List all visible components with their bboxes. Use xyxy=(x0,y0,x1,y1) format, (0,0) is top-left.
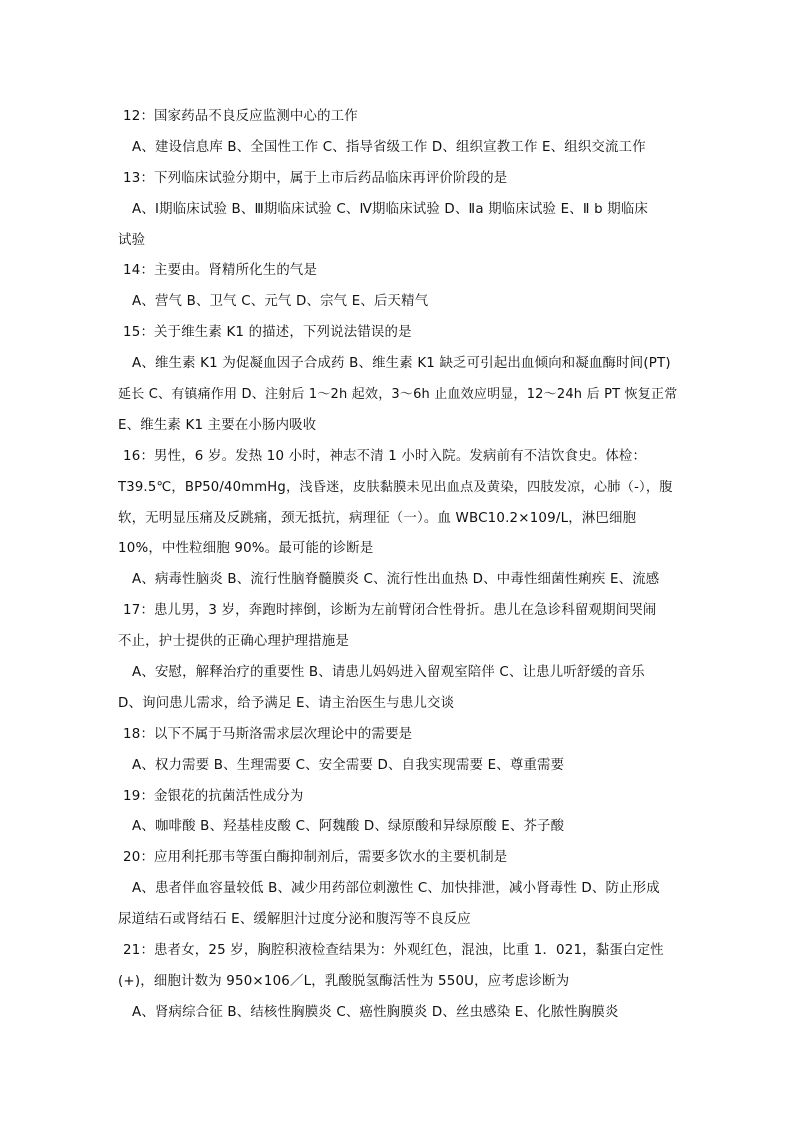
question-12-stem: 12：国家药品不良反应监测中心的工作 xyxy=(123,109,358,124)
question-18-options: A、权力需要 B、生理需要 C、安全需要 D、自我实现需要 E、尊重需要 xyxy=(132,757,565,773)
question-13-options-cont: 试验 xyxy=(118,232,146,248)
question-16-stem: 16：男性，6 岁。发热 10 小时，神志不清 1 小时入院。发病前有不洁饮食史。体检： xyxy=(123,448,647,464)
question-16-stem-cont: 软，无明显压痛及反跳痛，颈无抵抗，病理征（一）。血 WBC10.2×109/L，淋巴细胞 xyxy=(118,510,637,526)
question-15-options-cont: E、维生素 K1 主要在小肠内吸收 xyxy=(118,417,317,433)
question-13-options: A、Ⅰ期临床试验 B、Ⅲ期临床试验 C、Ⅳ期临床试验 D、Ⅱa 期临床试验 E、Ⅱ b 期临床 xyxy=(132,201,649,217)
question-18-stem: 18：以下不属于马斯洛需求层次理论中的需要是 xyxy=(123,726,413,742)
question-16-options: A、病毒性脑炎 B、流行性脑脊髓膜炎 C、流行性出血热 D、中毒性细菌性痢疾 E、流感 xyxy=(132,572,660,588)
question-17-options-cont: D、询问患儿需求，给予满足 E、请主治医生与患儿交谈 xyxy=(118,695,455,711)
question-15-stem: 15：关于维生素 K1 的描述，下列说法错误的是 xyxy=(123,325,412,341)
question-13-stem: 13：下列临床试验分期中，属于上市后药品临床再评价阶段的是 xyxy=(123,170,508,186)
question-text-block xyxy=(118,102,678,1029)
question-15-options: A、维生素 K1 为促凝血因子合成药 B、维生素 K1 缺乏可引起出血倾向和凝血酶时间(PT) xyxy=(132,356,671,372)
question-14-stem: 14：主要由。肾精所化生的气是 xyxy=(123,263,318,279)
question-16-stem-cont: T39.5℃，BP50/40mmHg，浅昏迷，皮肤黏膜未见出血点及黄染，四肢发凉，心肺（-），腹 xyxy=(118,479,673,495)
question-14-options: A、营气 B、卫气 C、元气 D、宗气 E、后天精气 xyxy=(132,294,429,310)
question-15-options-cont: 延长 C、有镇痛作用 D、注射后 1～2h 起效，3～6h 止血效应明显，12～24h 后 PT 恢复正常 xyxy=(118,387,678,403)
question-20-stem: 20：应用利托那韦等蛋白酶抑制剂后，需要多饮水的主要机制是 xyxy=(123,850,508,866)
question-16-stem-cont: 10%，中性粒细胞 90%。最可能的诊断是 xyxy=(118,541,374,557)
question-19-options: A、咖啡酸 B、羟基桂皮酸 C、阿魏酸 D、绿原酸和异绿原酸 E、芥子酸 xyxy=(132,819,565,835)
question-17-stem: 17：患儿男，3 岁，奔跑时摔倒，诊断为左前臂闭合性骨折。患儿在急诊科留观期间哭闹 xyxy=(123,603,657,619)
question-19-stem: 19：金银花的抗菌活性成分为 xyxy=(123,788,304,804)
question-12-options: A、建设信息库 B、全国性工作 C、指导省级工作 D、组织宣教工作 E、组织交流工作 xyxy=(132,139,646,155)
question-17-options: A、安慰，解释治疗的重要性 B、请患儿妈妈进入留观室陪伴 C、让患儿听舒缓的音乐 xyxy=(132,665,645,681)
question-20-options-cont: 尿道结石或肾结石 E、缓解胆汁过度分泌和腹泻等不良反应 xyxy=(118,912,471,928)
question-21-stem: 21：患者女，25 岁，胸腔积液检查结果为：外观红色，混浊，比重 1．021，黏蛋白定性 xyxy=(123,943,664,959)
question-20-options: A、患者伴血容量较低 B、减少用药部位刺激性 C、加快排泄，减小肾毒性 D、防止形成 xyxy=(132,881,660,897)
question-21-options: A、肾病综合征 B、结核性胸膜炎 C、癌性胸膜炎 D、丝虫感染 E、化脓性胸膜炎 xyxy=(132,1004,619,1020)
question-21-stem-cont: (+)，细胞计数为 950×106／L，乳酸脱氢酶活性为 550U，应考虑诊断为 xyxy=(118,973,570,989)
question-17-stem-cont: 不止，护士提供的正确心理护理措施是 xyxy=(118,634,350,650)
